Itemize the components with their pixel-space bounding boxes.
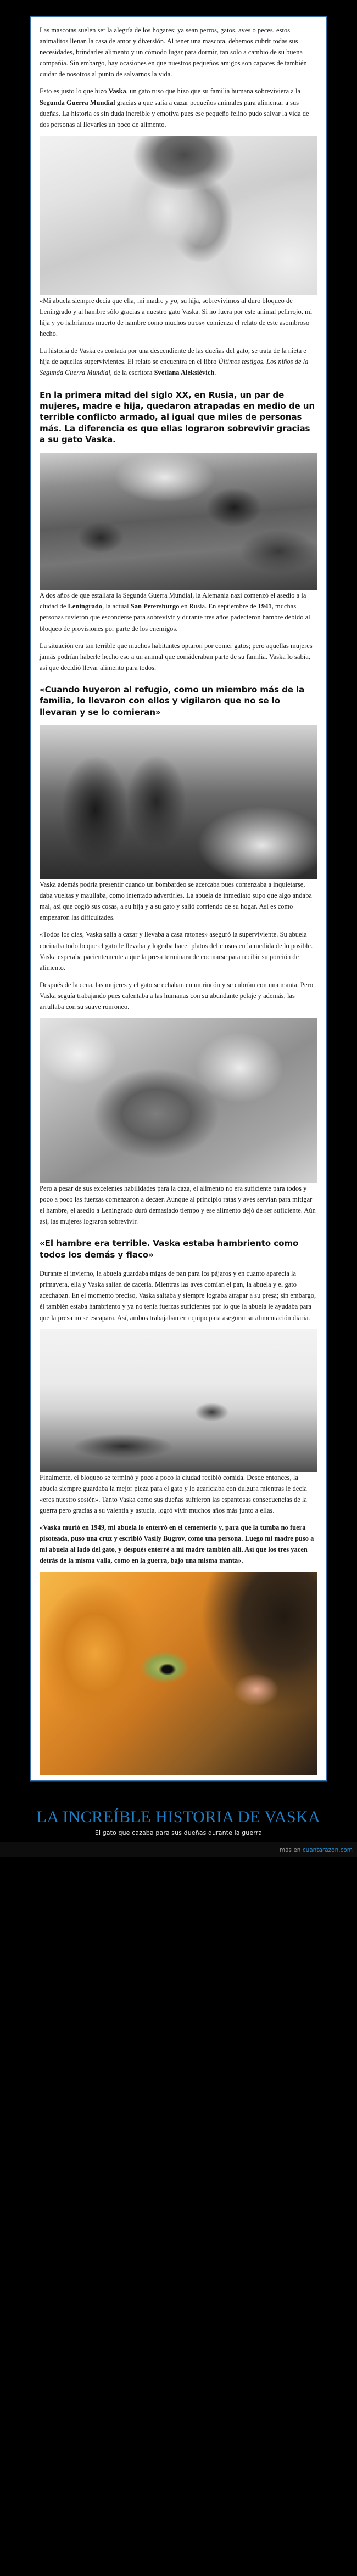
photo-ginger-cat-image bbox=[40, 1572, 317, 1775]
quote-primera-mitad: En la primera mitad del siglo XX, en Rusia, un par de mujeres, madre e hija, quedaron atrapadas en medio de un terrible conflicto armado, al igual que miles de personas más. La diferencia es que ellas lograron sobrevivir gracias a su gato Vaska. bbox=[40, 390, 315, 444]
para-situacion: La situación era tan terrible que muchos habitantes optaron por comer gatos; pero aquellas mujeres jamás podrían haberle hecho eso a un animal que consideraban parte de su familia. Vaska lo sabía, así que decidió llevar alimento para todos. bbox=[40, 641, 313, 672]
para-invierno: Durante el invierno, la abuela guardaba migas de pan para los pájaros y en cuanto aparecía la primavera, ella y Vaska salían de cacería. Mientras las aves comían el pan, la abuela y el gato acechaban. En el momento preciso, Vaska saltaba y siempre lograba atrapar a su presa; sin embargo, él también estaba hambriento y ya no tenía fuerzas suficientes por lo que la abuela le ayudaba para que la presa no se escapara. Así, ambos trabajaban en equipo para asegurar su alimentación diaria. bbox=[40, 1270, 316, 1322]
para-intro-2: Esto es justo lo que hizo Vaska, un gato ruso que hizo que su familia humana sobreviviera a la Segunda Guerra Mundial gracias a que salía a cazar pequeños animales para alimentar a sus dueñas. La historia es sin duda increíble y emotiva pues ese pequeño felino pudo salvar la vida de dos personas al llevarles un poco de alimento. bbox=[40, 87, 309, 128]
para-libro: La historia de Vaska es contada por una descendiente de las dueñas del gato; se trata de la nieta e hija de aquellas supervivientes. El relato se encuentra en el libro Últimos testigos. Los niños de la Segunda Guerra Mundial, de la escritora Svetlana Aleksiévich. bbox=[40, 347, 309, 377]
para-intro-1: Las mascotas suelen ser la alegría de los hogares; ya sean perros, gatos, aves o peces, estos animalitos llenan la casa de amor y diversión. Al tener una mascota, debemos cubrir todas sus necesidades, brindarles alimento y un cómodo lugar para dormir, tan solo a cambio de su buena compañía. Sin embargo, hay ocasiones en que nuestros pequeños amigos son capaces de también cuidar de nosotros al punto de salvarnos la vida. bbox=[40, 26, 307, 78]
quote-hambre: «El hambre era terrible. Vaska estaba hambriento como todos los demás y flaco» bbox=[40, 1238, 299, 1260]
photo-harbour-image bbox=[40, 1329, 317, 1472]
photo-cat-blanket bbox=[40, 1018, 317, 1183]
para-bombardeo: Vaska además podría presentir cuando un bombardeo se acercaba pues comenzaba a inquietarse, daba vueltas y maullaba, como intentado advertirles. La abuela de inmediato supo que algo andaba mal, así que cogió sus cosas, a su hija y a su gato y salió corriendo de su hogar. Así es como empezaron las dificultades. bbox=[40, 881, 312, 922]
photo-cat-blanket-image bbox=[40, 1018, 317, 1183]
photo-cat-bw-image bbox=[40, 136, 317, 295]
quote-refugio: «Cuando huyeron al refugio, como un miembro más de la familia, lo llevaron con ellos y vigilaron que no se lo llevaran y se lo comieran» bbox=[40, 684, 305, 717]
article-body bbox=[31, 17, 326, 1780]
para-muerte-vaska: «Vaska murió en 1949, mi abuela lo enterró en el cementerio y, para que la tumba no fuera pisoteada, puso una cruz y escribió Vasily Bugrov, como una persona. Luego mi madre puso a mi abuela al lado del gato, y después enterré a mi madre también allí. Así que los tres yacen detrás de la misma valla, como en la guerra, bajo una misma manta». bbox=[40, 1524, 314, 1565]
footer-title: LA INCREÍBLE HISTORIA DE VASKA bbox=[36, 1808, 321, 1827]
para-habilidades: Pero a pesar de sus excelentes habilidades para la caza, el alimento no era suficiente para todos y poco a poco las fuerzas comenzaron a decaer. Aunque al principio ratas y aves servían para mitigar el hambre, el asedio a Leningrado duró demasiado tiempo y ese alimento dejó de ser suficiente. Aún así, las mujeres lograron sobrevivir. bbox=[40, 1185, 316, 1226]
photo-harbour bbox=[40, 1329, 317, 1472]
photo-rubble bbox=[40, 725, 317, 879]
photo-rubble-image bbox=[40, 725, 317, 879]
article-frame bbox=[30, 16, 327, 1781]
photo-refugees-image bbox=[40, 453, 317, 590]
photo-refugees bbox=[40, 453, 317, 590]
photo-cat-bw bbox=[40, 136, 317, 295]
footer-spacer bbox=[0, 1781, 357, 1794]
footer-banner bbox=[0, 1794, 357, 1842]
para-quote-abuela: «Mi abuela siempre decía que ella, mi madre y yo, su hija, sobrevivimos al duro bloqueo de Leningrado y al hambre sólo gracias a nuestro gato Vaska. Si no fuera por este animal pelirrojo, mi hija y yo habríamos muerto de hambre como muchos otros» comienza el relato de este asombroso hecho. bbox=[40, 296, 313, 338]
footer-credit-prefix: más en bbox=[279, 1846, 303, 1853]
footer-subtitle: El gato que cazaba para sus dueñas durante la guerra bbox=[94, 1829, 263, 1836]
para-ratones: «Todos los días, Vaska salía a cazar y llevaba a casa ratones» aseguró la superviviente. Su abuela cocinaba todo lo que el gato le llevaba y lograba hacer platos deliciosos en la medida de lo posible. Vaska esperaba pacientemente a que la presa terminara de cocinarse para recibir su porción de alimento. bbox=[40, 931, 313, 972]
para-final-bloqueo: Finalmente, el bloqueo se terminó y poco a poco la ciudad recibió comida. Desde entonces, la abuela siempre guardaba la mejor pieza para el gato y lo acariciaba con dulzura mientras le decía «eres nuestro sostén». Tanto Vaska como sus dueñas sufrieron las espantosas consecuencias de la guerra pero gracias a su valentía y astucia, logró vivir muchos años más junto a ellas. bbox=[40, 1473, 307, 1514]
photo-ginger-cat bbox=[40, 1572, 317, 1775]
footer-credit bbox=[280, 1847, 353, 1853]
para-cena: Después de la cena, las mujeres y el gato se echaban en un rincón y se cubrían con una manta. Pero Vaska seguía trabajando pues calentaba a las humanas con su abundante pelaje y además, las arrullaba con su suave ronroneo. bbox=[40, 980, 314, 1011]
footer-credit-link[interactable]: cuantarazon.com bbox=[302, 1846, 353, 1853]
para-asedio: A dos años de que estallara la Segunda Guerra Mundial, la Alemania nazi comenzó el asedio a la ciudad de Leningrado, la actual San Petersburgo en Rusia. En septiembre de 1941, muchas personas tuvieron que esconderse para sobrevivir y durante tres años padecieron hambre debido al bloqueo de provisiones por parte de los enemigos. bbox=[40, 591, 310, 633]
footer-credit-bar bbox=[0, 1842, 357, 1857]
